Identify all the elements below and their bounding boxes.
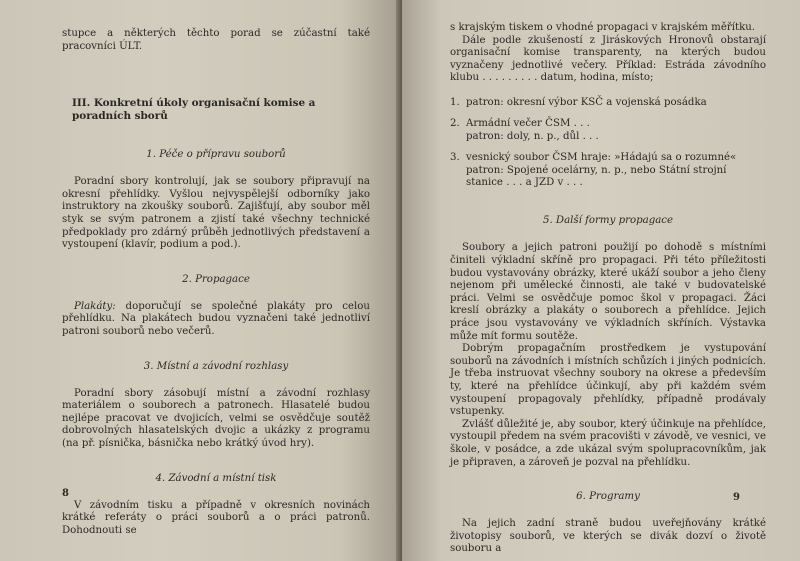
list-item-text: patron: okresní výbor KSČ a vojenská posádka — [466, 96, 707, 108]
list-item — [450, 97, 766, 109]
subsection-title: 5. Další formy propagace — [542, 215, 674, 227]
right-intro-text-2: Dále podle zkušeností z Jiráskových Hronovů obstarají organisační komise transparenty, na kterých budou vyznačeny jednotlivé večery. Příklad: Estráda závodního klubu . . . . . . . . . datum, hodina, místo; — [450, 34, 766, 84]
subsection-text: Na jejich zadní straně budou uveřejňovány krátké životopisy souborů, ve kterých se divák dozví o životě souboru a — [450, 518, 766, 555]
subsection-title: 6. Programy — [576, 491, 640, 503]
list-item — [450, 118, 766, 143]
subsection-text: Poradní sbory kontrolují, jak se soubory připravují na okresní přehlídky. Vyšlou nejvyspělejší odborníky jako instruktory na zkoušky souborů. Zajišťují, aby soubor měl styk se svým patronem a zjistí také všechny technické předpoklady pro zdárný průběh jednotlivých představení a vystoupení (klavír, podium a pod.). — [62, 176, 370, 251]
list-item-number: 1. — [450, 96, 460, 108]
left-intro-text: stupce a některých těchto porad se zúčastní také pracovníci ÚLT. — [62, 28, 370, 52]
subsection-title: 1. Péče o přípravu souborů — [146, 149, 286, 161]
subsection-title: 3. Místní a závodní rozhlasy — [143, 360, 289, 372]
subsection-text: Soubory a jejich patroni použijí po dohodě s místními činiteli výkladní skříně pro propagaci. Při této příležitosti budou vystavovány obrázky, které ukáží soubor a jeho členy nejenom při umělecké činnosti, ale také v budovatelské práci. Velmi se osvědčuje pomoc škol v propagaci. Žáci kreslí obrázky a plakáty o souborech a přehlídce. Jejich práce jsou vystavovány ve výkladních skříních. Výstavka může mít formu soutěže. — [450, 242, 766, 342]
subsection-title: 2. Propagace — [182, 273, 250, 285]
section-heading: III. Konkretní úkoly organisační komise a poradních sborů — [72, 97, 316, 123]
example-list — [450, 97, 766, 189]
subsection-title: 4. Závodní a místní tisk — [155, 472, 277, 484]
page-number: 8 — [62, 488, 69, 499]
subsection-text: Zvlášť důležité je, aby soubor, který účinkuje na přehlídce, vystoupil předem na svém pracovišti v závodě, ve vesnici, ve škole, v posádce, a zde ukázal svým spolupracovníkům, jak je připraven, a zároveň je pozval na přehlídku. — [450, 418, 766, 468]
subsection-lead: Plakáty: — [74, 300, 116, 312]
list-item-text: Armádní večer ČSM . . . patron: doly, n. p., důl . . . — [466, 118, 599, 142]
list-item-number: 3. — [450, 152, 460, 164]
page-number: 9 — [733, 492, 740, 503]
right-intro-text: s krajským tiskem o vhodné propagaci v krajském měřítku. — [450, 22, 756, 33]
subsection-text: Poradní sbory zásobují místní a závodní rozhlasy materiálem o souborech a patronech. Hlasatelé budou nejlépe pracovat ve dvojicích, velmi se osvědčuje soutěž dobrovolných hlasatelských dvojic a ukázky z programu (na př. písnička, básnička nebo krátký úvod hry). — [62, 387, 370, 449]
subsection-text — [62, 301, 370, 339]
subsection-text: Dobrým propagačním prostředkem je vystupování souborů na závodních i místních schůzích i jiných podnicích. Je třeba instruovat všechny soubory na okrese a především ty, které na přehlídce účinkují, aby při každém svém vystoupení propagovaly přehlídky, případně prodávaly vstupenky. — [450, 343, 766, 418]
list-item — [450, 152, 766, 189]
right-page — [402, 0, 800, 561]
subsection-text: V závodním tisku a případně v okresních novinách krátké referáty o práci souborů a o práci patronů. Dohodnouti se — [62, 499, 370, 536]
list-item-text: vesnický soubor ČSM hraje: »Hádajú sa o rozumné« patron: Spojené ocelárny, n. p., nebo Státní strojní stanice . . . a JZD v . . . — [466, 152, 737, 188]
list-item-number: 2. — [450, 118, 460, 130]
subsection-text-rest: doporučují se společné plakáty pro celou přehlídku. Na plakátech budou vyznačeni také jednotliví patroni souborů nebo večerů. — [62, 300, 370, 337]
